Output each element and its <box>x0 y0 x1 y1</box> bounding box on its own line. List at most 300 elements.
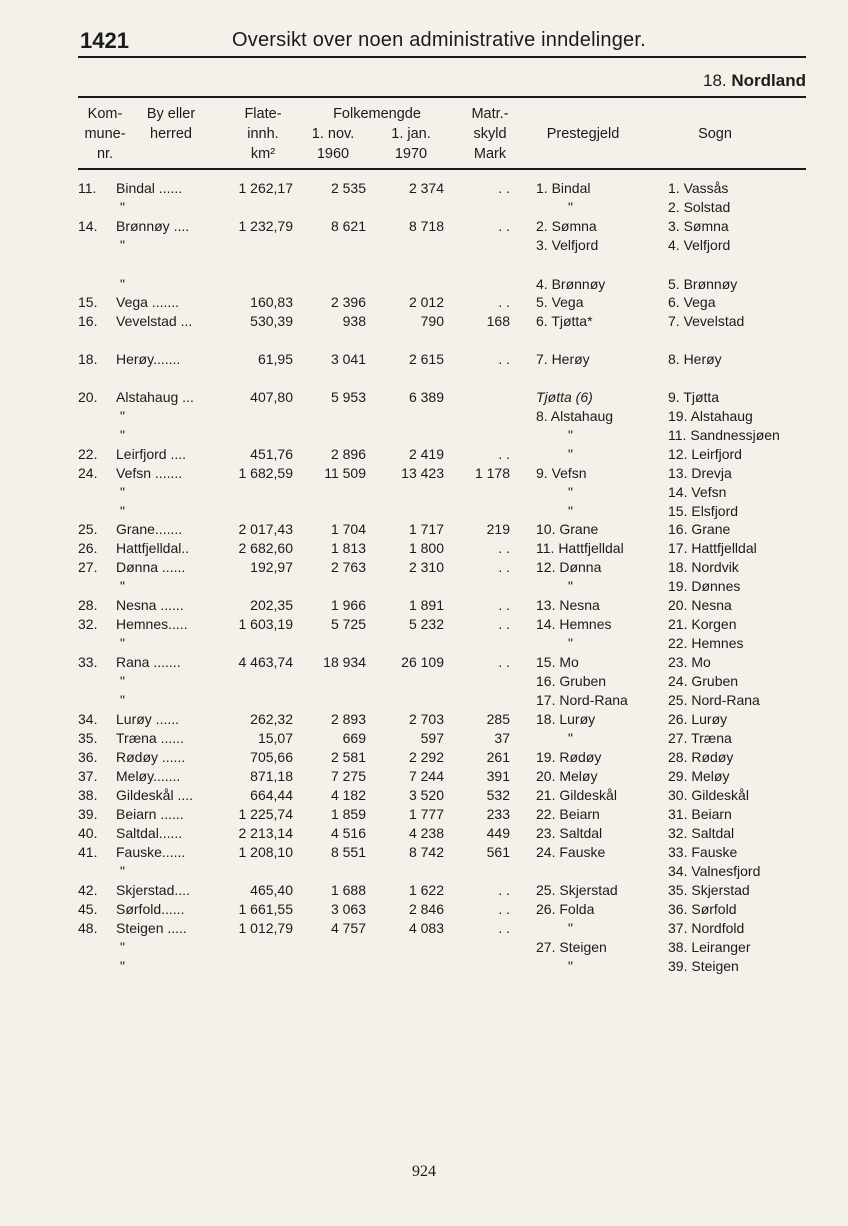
cell-prestegjeld: " <box>568 427 573 443</box>
cell-matrikkelskyld: 1 178 <box>474 465 510 481</box>
col-sogn: Sogn <box>698 126 732 142</box>
cell-area-km2: 530,39 <box>250 313 293 329</box>
cell-kommune-nr: 39. <box>78 806 98 822</box>
cell-sogn: 9. Tjøtta <box>668 389 720 405</box>
page-footer-number: 924 <box>412 1163 436 1180</box>
cell-prestegjeld: " <box>568 578 573 594</box>
cell-kommune-nr: 14. <box>78 218 98 234</box>
cell-prestegjeld: " <box>568 920 573 936</box>
table-row <box>0 787 848 806</box>
cell-population-1970: 790 <box>420 313 444 329</box>
cell-population-1960: 3 063 <box>330 901 366 917</box>
table-row <box>0 218 848 237</box>
cell-population-1970: 2 012 <box>408 294 444 310</box>
cell-sogn: 34. Valnesfjord <box>668 863 761 879</box>
cell-prestegjeld: 6. Tjøtta* <box>536 313 593 329</box>
table-row <box>0 768 848 787</box>
col-kommune-nr-line1: Kom- <box>87 106 123 122</box>
cell-matrikkelskyld: . . <box>498 559 510 575</box>
cell-sogn: 22. Hemnes <box>668 635 744 651</box>
col-matrikkelskyld-line1: Matr.- <box>471 106 509 122</box>
cell-population-1970: 4 238 <box>408 825 444 841</box>
cell-population-1960: 938 <box>342 313 366 329</box>
cell-kommune-nr: 33. <box>78 654 98 670</box>
table-row <box>0 276 848 295</box>
cell-matrikkelskyld: . . <box>498 351 510 367</box>
cell-matrikkelskyld: . . <box>498 920 510 936</box>
header-bottom-rule <box>78 168 806 170</box>
cell-kommune-nr: 32. <box>78 616 98 632</box>
cell-prestegjeld: 12. Dønna <box>536 559 602 575</box>
cell-municipality-name: Steigen ..... <box>116 920 187 936</box>
cell-municipality-name: " <box>120 408 125 424</box>
col-matrikkelskyld-line3: Mark <box>473 146 507 162</box>
cell-matrikkelskyld: . . <box>498 616 510 632</box>
cell-population-1970: 1 622 <box>408 882 444 898</box>
cell-municipality-name: Dønna ...... <box>116 559 186 575</box>
table-row <box>0 635 848 654</box>
cell-area-km2: 2 017,43 <box>238 521 293 537</box>
cell-municipality-name: Lurøy ...... <box>116 711 180 727</box>
table-row <box>0 616 848 635</box>
cell-municipality-name: " <box>120 503 125 519</box>
table-row <box>0 484 848 503</box>
cell-area-km2: 160,83 <box>250 294 293 310</box>
title-rule <box>78 56 806 58</box>
cell-municipality-name: Rødøy ...... <box>116 749 186 765</box>
cell-sogn: 36. Sørfold <box>668 901 737 917</box>
cell-area-km2: 2 682,60 <box>238 540 293 556</box>
cell-area-km2: 262,32 <box>250 711 293 727</box>
cell-sogn: 23. Mo <box>668 654 711 670</box>
table-row <box>0 844 848 863</box>
col-by-herred <box>138 104 204 144</box>
table-row <box>0 503 848 522</box>
cell-population-1960: 1 813 <box>330 540 366 556</box>
table-row <box>0 939 848 958</box>
cell-area-km2: 871,18 <box>250 768 293 784</box>
table-row <box>0 351 848 370</box>
cell-sogn: 13. Drevja <box>668 465 732 481</box>
cell-population-1960: 1 966 <box>330 597 366 613</box>
cell-prestegjeld: " <box>568 446 573 462</box>
cell-population-1970: 7 244 <box>408 768 444 784</box>
cell-population-1970: 2 846 <box>408 901 444 917</box>
cell-matrikkelskyld: 561 <box>486 844 510 860</box>
cell-prestegjeld: " <box>568 730 573 746</box>
cell-kommune-nr: 42. <box>78 882 98 898</box>
cell-area-km2: 2 213,14 <box>238 825 293 841</box>
cell-matrikkelskyld: 219 <box>486 521 510 537</box>
table-row <box>0 578 848 597</box>
cell-matrikkelskyld: 532 <box>486 787 510 803</box>
col-kommune-nr-line3: nr. <box>96 146 114 162</box>
cell-population-1960: 8 621 <box>330 218 366 234</box>
cell-prestegjeld: 16. Gruben <box>536 673 607 689</box>
cell-municipality-name: Vevelstad ... <box>116 313 193 329</box>
cell-sogn: 15. Elsfjord <box>668 503 739 519</box>
cell-municipality-name: " <box>120 199 125 215</box>
cell-municipality-name: Brønnøy .... <box>116 218 190 234</box>
header-top-rule <box>78 96 806 98</box>
table-row <box>0 521 848 540</box>
cell-area-km2: 1 225,74 <box>238 806 293 822</box>
table-row <box>0 863 848 882</box>
cell-area-km2: 1 232,79 <box>238 218 293 234</box>
cell-municipality-name: Saltdal...... <box>116 825 183 841</box>
cell-population-1960: 11 509 <box>324 465 366 481</box>
cell-kommune-nr: 38. <box>78 787 98 803</box>
cell-municipality-name: Vega ....... <box>116 294 180 310</box>
cell-population-1960: 2 396 <box>330 294 366 310</box>
cell-municipality-name: Beiarn ...... <box>116 806 184 822</box>
table-row <box>0 920 848 939</box>
cell-population-1960: 669 <box>342 730 366 746</box>
cell-matrikkelskyld: 285 <box>486 711 510 727</box>
cell-population-1960: 8 551 <box>330 844 366 860</box>
cell-area-km2: 1 262,17 <box>238 180 293 196</box>
cell-prestegjeld: 3. Velfjord <box>536 237 599 253</box>
table-row <box>0 958 848 977</box>
cell-area-km2: 1 661,55 <box>238 901 293 917</box>
col-1960-line2: 1960 <box>316 146 350 162</box>
cell-municipality-name: " <box>120 635 125 651</box>
cell-area-km2: 1 208,10 <box>238 844 293 860</box>
cell-municipality-name: " <box>120 578 125 594</box>
cell-matrikkelskyld: 261 <box>486 749 510 765</box>
cell-population-1970: 2 419 <box>408 446 444 462</box>
col-1960-line1: 1. nov. <box>311 126 355 142</box>
cell-prestegjeld: Tjøtta (6) <box>536 389 593 405</box>
cell-sogn: 12. Leirfjord <box>668 446 742 462</box>
col-matrikkelskyld <box>462 104 518 164</box>
cell-sogn: 25. Nord-Rana <box>668 692 760 708</box>
cell-kommune-nr: 15. <box>78 294 98 310</box>
cell-sogn: 3. Sømna <box>668 218 729 234</box>
cell-municipality-name: " <box>120 939 125 955</box>
table-row <box>0 465 848 484</box>
table-row <box>0 711 848 730</box>
cell-prestegjeld: " <box>568 199 573 215</box>
cell-population-1970: 8 718 <box>408 218 444 234</box>
table-row <box>0 294 848 313</box>
cell-prestegjeld: 20. Meløy <box>536 768 598 784</box>
cell-municipality-name: " <box>120 484 125 500</box>
cell-prestegjeld: 27. Steigen <box>536 939 607 955</box>
table-row <box>0 654 848 673</box>
cell-population-1970: 3 520 <box>408 787 444 803</box>
cell-prestegjeld: 18. Lurøy <box>536 711 596 727</box>
cell-area-km2: 61,95 <box>257 351 293 367</box>
cell-prestegjeld: 25. Skjerstad <box>536 882 618 898</box>
cell-municipality-name: Alstahaug ... <box>116 389 194 405</box>
cell-area-km2: 1 012,79 <box>238 920 293 936</box>
cell-municipality-name: Hattfjelldal.. <box>116 540 190 556</box>
col-flateinnhold-line2: innh. <box>247 126 279 142</box>
cell-area-km2: 664,44 <box>250 787 293 803</box>
cell-prestegjeld: 10. Grane <box>536 521 599 537</box>
cell-kommune-nr: 27. <box>78 559 98 575</box>
cell-sogn: 39. Steigen <box>668 958 739 974</box>
cell-municipality-name: Meløy....... <box>116 768 181 784</box>
cell-prestegjeld: 23. Saltdal <box>536 825 603 841</box>
col-1970-line2: 1970 <box>394 146 428 162</box>
cell-sogn: 35. Skjerstad <box>668 882 750 898</box>
cell-matrikkelskyld: . . <box>498 294 510 310</box>
cell-population-1960: 2 893 <box>330 711 366 727</box>
cell-sogn: 4. Velfjord <box>668 237 731 253</box>
cell-municipality-name: Sørfold...... <box>116 901 185 917</box>
cell-prestegjeld: 22. Beiarn <box>536 806 600 822</box>
table-row <box>0 389 848 408</box>
region-heading <box>703 71 806 91</box>
cell-prestegjeld: 17. Nord-Rana <box>536 692 628 708</box>
cell-population-1970: 1 717 <box>408 521 444 537</box>
cell-kommune-nr: 36. <box>78 749 98 765</box>
table-row <box>0 806 848 825</box>
col-1970-line1: 1. jan. <box>391 126 431 142</box>
cell-matrikkelskyld: . . <box>498 446 510 462</box>
cell-kommune-nr: 24. <box>78 465 98 481</box>
table-row <box>0 559 848 578</box>
cell-municipality-name: Hemnes..... <box>116 616 188 632</box>
cell-municipality-name: Skjerstad.... <box>116 882 190 898</box>
table-row <box>0 540 848 559</box>
cell-matrikkelskyld: . . <box>498 218 510 234</box>
cell-municipality-name: " <box>120 276 125 292</box>
col-folkemengde: Folkemengde <box>333 106 421 122</box>
cell-population-1970: 2 310 <box>408 559 444 575</box>
cell-population-1970: 6 389 <box>408 389 444 405</box>
table-row <box>0 692 848 711</box>
cell-population-1960: 4 757 <box>330 920 366 936</box>
table-row <box>0 427 848 446</box>
cell-area-km2: 15,07 <box>257 730 293 746</box>
cell-population-1970: 5 232 <box>408 616 444 632</box>
cell-municipality-name: Leirfjord .... <box>116 446 187 462</box>
cell-municipality-name: " <box>120 673 125 689</box>
cell-municipality-name: " <box>120 237 125 253</box>
cell-municipality-name: Træna ...... <box>116 730 184 746</box>
cell-area-km2: 465,40 <box>250 882 293 898</box>
cell-sogn: 16. Grane <box>668 521 731 537</box>
cell-area-km2: 1 603,19 <box>238 616 293 632</box>
cell-area-km2: 1 682,59 <box>238 465 293 481</box>
cell-population-1960: 4 516 <box>330 825 366 841</box>
cell-prestegjeld: 8. Alstahaug <box>536 408 614 424</box>
cell-sogn: 32. Saltdal <box>668 825 735 841</box>
cell-sogn: 27. Træna <box>668 730 732 746</box>
cell-population-1970: 2 374 <box>408 180 444 196</box>
col-by-herred-line2: herred <box>150 126 192 142</box>
cell-municipality-name: Vefsn ....... <box>116 465 183 481</box>
cell-sogn: 31. Beiarn <box>668 806 732 822</box>
cell-municipality-name: Nesna ...... <box>116 597 184 613</box>
cell-municipality-name: " <box>120 958 125 974</box>
cell-prestegjeld: 7. Herøy <box>536 351 590 367</box>
cell-sogn: 29. Meløy <box>668 768 730 784</box>
cell-population-1960: 2 763 <box>330 559 366 575</box>
cell-prestegjeld: 14. Hemnes <box>536 616 612 632</box>
cell-sogn: 30. Gildeskål <box>668 787 749 803</box>
table-row <box>0 180 848 199</box>
cell-population-1970: 1 777 <box>408 806 444 822</box>
cell-municipality-name: Grane....... <box>116 521 183 537</box>
cell-sogn: 7. Vevelstad <box>668 313 745 329</box>
cell-sogn: 20. Nesna <box>668 597 732 613</box>
cell-sogn: 28. Rødøy <box>668 749 734 765</box>
cell-sogn: 18. Nordvik <box>668 559 739 575</box>
cell-kommune-nr: 35. <box>78 730 98 746</box>
cell-population-1960: 7 275 <box>330 768 366 784</box>
cell-population-1970: 597 <box>420 730 444 746</box>
cell-prestegjeld: " <box>568 484 573 500</box>
cell-kommune-nr: 48. <box>78 920 98 936</box>
cell-kommune-nr: 16. <box>78 313 98 329</box>
region-number: 18. <box>703 71 727 90</box>
table-row <box>0 199 848 218</box>
cell-municipality-name: Bindal ...... <box>116 180 183 196</box>
col-matrikkelskyld-line2: skyld <box>473 126 507 142</box>
table-row <box>0 901 848 920</box>
cell-sogn: 21. Korgen <box>668 616 737 632</box>
col-flateinnhold <box>235 104 291 164</box>
table-row <box>0 313 848 332</box>
page-title: Oversikt over noen administrative inndelinger. <box>232 29 646 51</box>
cell-prestegjeld: 24. Fauske <box>536 844 606 860</box>
cell-kommune-nr: 41. <box>78 844 98 860</box>
cell-matrikkelskyld: 233 <box>486 806 510 822</box>
cell-kommune-nr: 18. <box>78 351 98 367</box>
cell-municipality-name: Fauske...... <box>116 844 186 860</box>
cell-matrikkelskyld: . . <box>498 654 510 670</box>
cell-municipality-name: Rana ....... <box>116 654 181 670</box>
cell-matrikkelskyld: . . <box>498 882 510 898</box>
cell-population-1960: 5 953 <box>330 389 366 405</box>
table-row <box>0 673 848 692</box>
cell-kommune-nr: 25. <box>78 521 98 537</box>
cell-sogn: 8. Herøy <box>668 351 722 367</box>
cell-kommune-nr: 22. <box>78 446 98 462</box>
cell-municipality-name: " <box>120 692 125 708</box>
cell-population-1960: 1 704 <box>330 521 366 537</box>
cell-prestegjeld: 1. Bindal <box>536 180 591 196</box>
cell-matrikkelskyld: . . <box>498 901 510 917</box>
table-row <box>0 446 848 465</box>
cell-population-1960: 2 535 <box>330 180 366 196</box>
cell-population-1960: 1 859 <box>330 806 366 822</box>
col-flateinnhold-unit: km² <box>250 146 276 162</box>
cell-sogn: 2. Solstad <box>668 199 731 215</box>
cell-population-1960: 3 041 <box>330 351 366 367</box>
cell-population-1970: 1 891 <box>408 597 444 613</box>
cell-kommune-nr: 45. <box>78 901 98 917</box>
cell-prestegjeld: 2. Sømna <box>536 218 597 234</box>
table-row <box>0 825 848 844</box>
cell-kommune-nr: 34. <box>78 711 98 727</box>
cell-sogn: 33. Fauske <box>668 844 738 860</box>
cell-sogn: 14. Vefsn <box>668 484 727 500</box>
cell-sogn: 24. Gruben <box>668 673 739 689</box>
cell-population-1970: 1 800 <box>408 540 444 556</box>
cell-prestegjeld: " <box>568 503 573 519</box>
cell-kommune-nr: 26. <box>78 540 98 556</box>
cell-population-1970: 4 083 <box>408 920 444 936</box>
cell-population-1970: 26 109 <box>401 654 444 670</box>
cell-sogn: 19. Dønnes <box>668 578 741 594</box>
cell-area-km2: 192,97 <box>250 559 293 575</box>
cell-matrikkelskyld: . . <box>498 597 510 613</box>
cell-population-1960: 5 725 <box>330 616 366 632</box>
cell-area-km2: 202,35 <box>250 597 293 613</box>
cell-population-1960: 2 896 <box>330 446 366 462</box>
cell-prestegjeld: 4. Brønnøy <box>536 276 606 292</box>
table-row <box>0 882 848 901</box>
cell-prestegjeld: 9. Vefsn <box>536 465 587 481</box>
cell-sogn: 6. Vega <box>668 294 716 310</box>
cell-sogn: 37. Nordfold <box>668 920 745 936</box>
cell-prestegjeld: " <box>568 958 573 974</box>
col-by-herred-line1: By eller <box>146 106 196 122</box>
cell-population-1960: 2 581 <box>330 749 366 765</box>
cell-population-1960: 18 934 <box>323 654 366 670</box>
cell-area-km2: 451,76 <box>250 446 293 462</box>
cell-matrikkelskyld: . . <box>498 180 510 196</box>
cell-sogn: 1. Vassås <box>668 180 729 196</box>
cell-kommune-nr: 40. <box>78 825 98 841</box>
cell-prestegjeld: 21. Gildeskål <box>536 787 617 803</box>
cell-sogn: 26. Lurøy <box>668 711 728 727</box>
cell-municipality-name: " <box>120 863 125 879</box>
cell-matrikkelskyld: . . <box>498 540 510 556</box>
table-row <box>0 237 848 256</box>
cell-sogn: 17. Hattfjelldal <box>668 540 757 556</box>
cell-prestegjeld: 15. Mo <box>536 654 579 670</box>
cell-prestegjeld: 11. Hattfjelldal <box>536 540 624 556</box>
cell-kommune-nr: 37. <box>78 768 98 784</box>
col-prestegjeld: Prestegjeld <box>546 126 620 142</box>
cell-population-1960: 4 182 <box>330 787 366 803</box>
cell-prestegjeld: 19. Rødøy <box>536 749 602 765</box>
cell-area-km2: 4 463,74 <box>238 654 293 670</box>
cell-prestegjeld: 5. Vega <box>536 294 584 310</box>
cell-population-1970: 8 742 <box>408 844 444 860</box>
page-number: 1421 <box>80 28 129 53</box>
cell-sogn: 11. Sandnessjøen <box>668 427 780 443</box>
cell-population-1970: 2 703 <box>408 711 444 727</box>
col-flateinnhold-line1: Flate- <box>244 106 282 122</box>
cell-area-km2: 407,80 <box>250 389 293 405</box>
table-row <box>0 408 848 427</box>
cell-population-1970: 2 292 <box>408 749 444 765</box>
cell-kommune-nr: 11. <box>78 180 97 196</box>
cell-matrikkelskyld: 391 <box>486 768 510 784</box>
region-name: Nordland <box>731 71 806 90</box>
cell-matrikkelskyld: 37 <box>494 730 510 746</box>
cell-municipality-name: Herøy....... <box>116 351 181 367</box>
cell-municipality-name: " <box>120 427 125 443</box>
col-kommune-nr-line2: mune- <box>84 126 126 142</box>
col-1960 <box>300 124 366 164</box>
cell-matrikkelskyld: 449 <box>486 825 510 841</box>
table-row <box>0 730 848 749</box>
cell-population-1970: 2 615 <box>408 351 444 367</box>
cell-kommune-nr: 28. <box>78 597 98 613</box>
cell-sogn: 5. Brønnøy <box>668 276 738 292</box>
cell-prestegjeld: 13. Nesna <box>536 597 600 613</box>
table-row <box>0 597 848 616</box>
cell-prestegjeld: " <box>568 635 573 651</box>
